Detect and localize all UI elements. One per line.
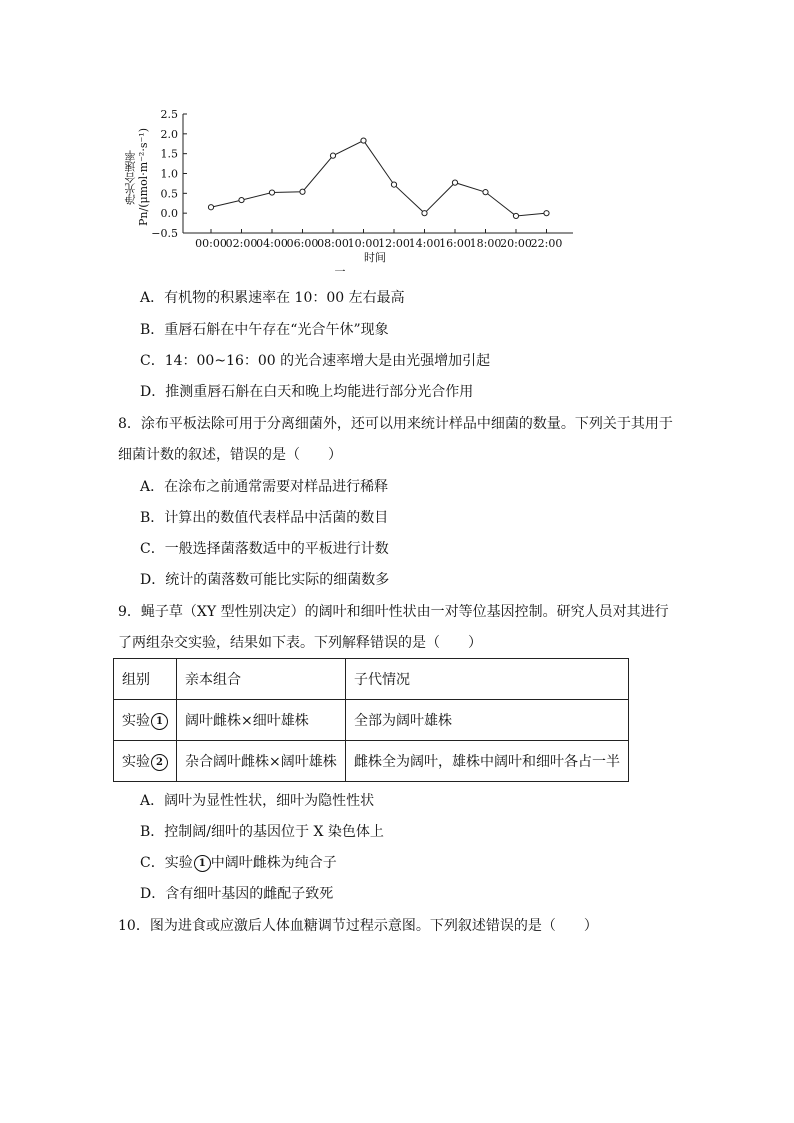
data-point — [513, 213, 518, 218]
circled-number-1: 1 — [151, 713, 168, 730]
y-tick-label: 2.5 — [160, 108, 178, 121]
net-photosynthesis-chart — [118, 98, 588, 278]
x-tick-label: 20:00 — [500, 237, 532, 250]
data-point — [330, 153, 335, 158]
x-tick-label: 12:00 — [378, 237, 410, 250]
y-axis-label-line1: 净光合速率 — [124, 149, 137, 205]
y-axis-label — [120, 122, 154, 232]
y-tick-label: 0.0 — [160, 207, 178, 221]
x-tick-label: 14:00 — [408, 237, 441, 250]
data-point — [422, 211, 427, 216]
row2-group — [114, 741, 177, 782]
q7-option-b: B．重唇石斛在中午存在“光合午休”现象 — [140, 322, 389, 338]
circled-number-1: 1 — [194, 855, 211, 872]
y-tick-label: 2.0 — [160, 127, 178, 141]
q7-option-d: D．推测重唇石斛在白天和晚上均能进行部分光合作用 — [140, 384, 474, 400]
q10-stem: 10．图为进食或应激后人体血糖调节过程示意图。下列叙述错误的是（ ） — [118, 918, 598, 934]
q9-option-c-post: 中阔叶雌株为纯合子 — [210, 855, 337, 871]
series-line — [211, 141, 547, 216]
q8-option-c: C．一般选择菌落数适中的平板进行计数 — [140, 541, 389, 557]
q9-stem-line1: 9．蝇子草（XY 型性别决定）的阔叶和细叶性状由一对等位基因控制。研究人员对其进行 — [118, 604, 669, 620]
q7-option-a: A．有机物的积累速率在 10：00 左右最高 — [140, 290, 405, 306]
q9-option-c — [140, 853, 337, 873]
x-tick-label: 08:00 — [317, 237, 349, 250]
data-point — [300, 189, 305, 194]
header-offspring: 子代情况 — [346, 659, 629, 700]
q8-option-b: B．计算出的数值代表样品中活菌的数目 — [140, 510, 389, 526]
data-point — [544, 211, 549, 216]
below-chart-mark: 一 — [334, 265, 346, 278]
x-tick-label: 10:00 — [347, 237, 380, 250]
q8-stem-line2: 细菌计数的叙述，错误的是（ ） — [118, 447, 342, 463]
y-tick-label: −0.5 — [151, 227, 178, 240]
line-chart-svg — [118, 98, 588, 278]
q9-option-a: A．阔叶为显性性状，细叶为隐性性状 — [140, 793, 375, 809]
y-tick-label: 0.5 — [160, 187, 178, 201]
row2-group-text: 实验 — [122, 754, 150, 770]
header-group: 组别 — [114, 659, 177, 700]
data-point — [391, 182, 396, 187]
data-point — [483, 190, 488, 195]
x-tick-label: 16:00 — [439, 237, 471, 250]
cross-results-table — [113, 658, 629, 782]
row1-group-text: 实验 — [122, 713, 150, 729]
data-point — [239, 197, 244, 202]
row1-group — [114, 700, 177, 741]
row2-offspring: 雌株全为阔叶，雄株中阔叶和细叶各占一半 — [346, 741, 629, 782]
row2-parents: 杂合阔叶雌株×阔叶雄株 — [177, 741, 346, 782]
x-tick-label: 02:00 — [225, 237, 258, 250]
table-header-row — [114, 659, 629, 700]
circled-number-2: 2 — [151, 754, 168, 771]
q9-option-b: B．控制阔/细叶的基因位于 X 染色体上 — [140, 824, 384, 840]
q8-option-a: A．在涂布之前通常需要对样品进行稀释 — [140, 479, 389, 495]
q9-stem-line2: 了两组杂交实验，结果如下表。下列解释错误的是（ ） — [118, 635, 482, 651]
data-point — [361, 138, 366, 143]
x-tick-label: 22:00 — [530, 237, 563, 250]
q8-stem-line1: 8．涂布平板法除可用于分离细菌外，还可以用来统计样品中细菌的数量。下列关于其用于 — [118, 416, 673, 432]
x-tick-label: 04:00 — [256, 237, 288, 250]
data-point — [452, 180, 457, 185]
row1-offspring: 全部为阔叶雄株 — [346, 700, 629, 741]
data-point — [269, 190, 274, 195]
x-tick-label: 06:00 — [286, 237, 319, 250]
row1-parents: 阔叶雌株×细叶雄株 — [177, 700, 346, 741]
x-axis-label: 时间 — [364, 251, 386, 264]
header-parents: 亲本组合 — [177, 659, 346, 700]
table-row — [114, 700, 629, 741]
x-tick-label: 18:00 — [469, 237, 502, 250]
q9-option-d: D．含有细叶基因的雌配子致死 — [140, 886, 334, 902]
q8-option-d: D．统计的菌落数可能比实际的细菌数多 — [140, 572, 390, 588]
y-tick-label: 1.5 — [160, 147, 178, 161]
y-tick-label: 1.0 — [160, 167, 178, 181]
table-row — [114, 741, 629, 782]
q7-option-c: C．14：00~16：00 的光合速率增大是由光强增加引起 — [140, 353, 491, 369]
x-tick-label: 00:00 — [195, 237, 227, 250]
q9-option-c-pre: C．实验 — [140, 855, 193, 871]
data-point — [208, 205, 213, 210]
y-axis-label-line2: Pn/(μmol·m⁻²·s⁻¹) — [137, 128, 150, 226]
